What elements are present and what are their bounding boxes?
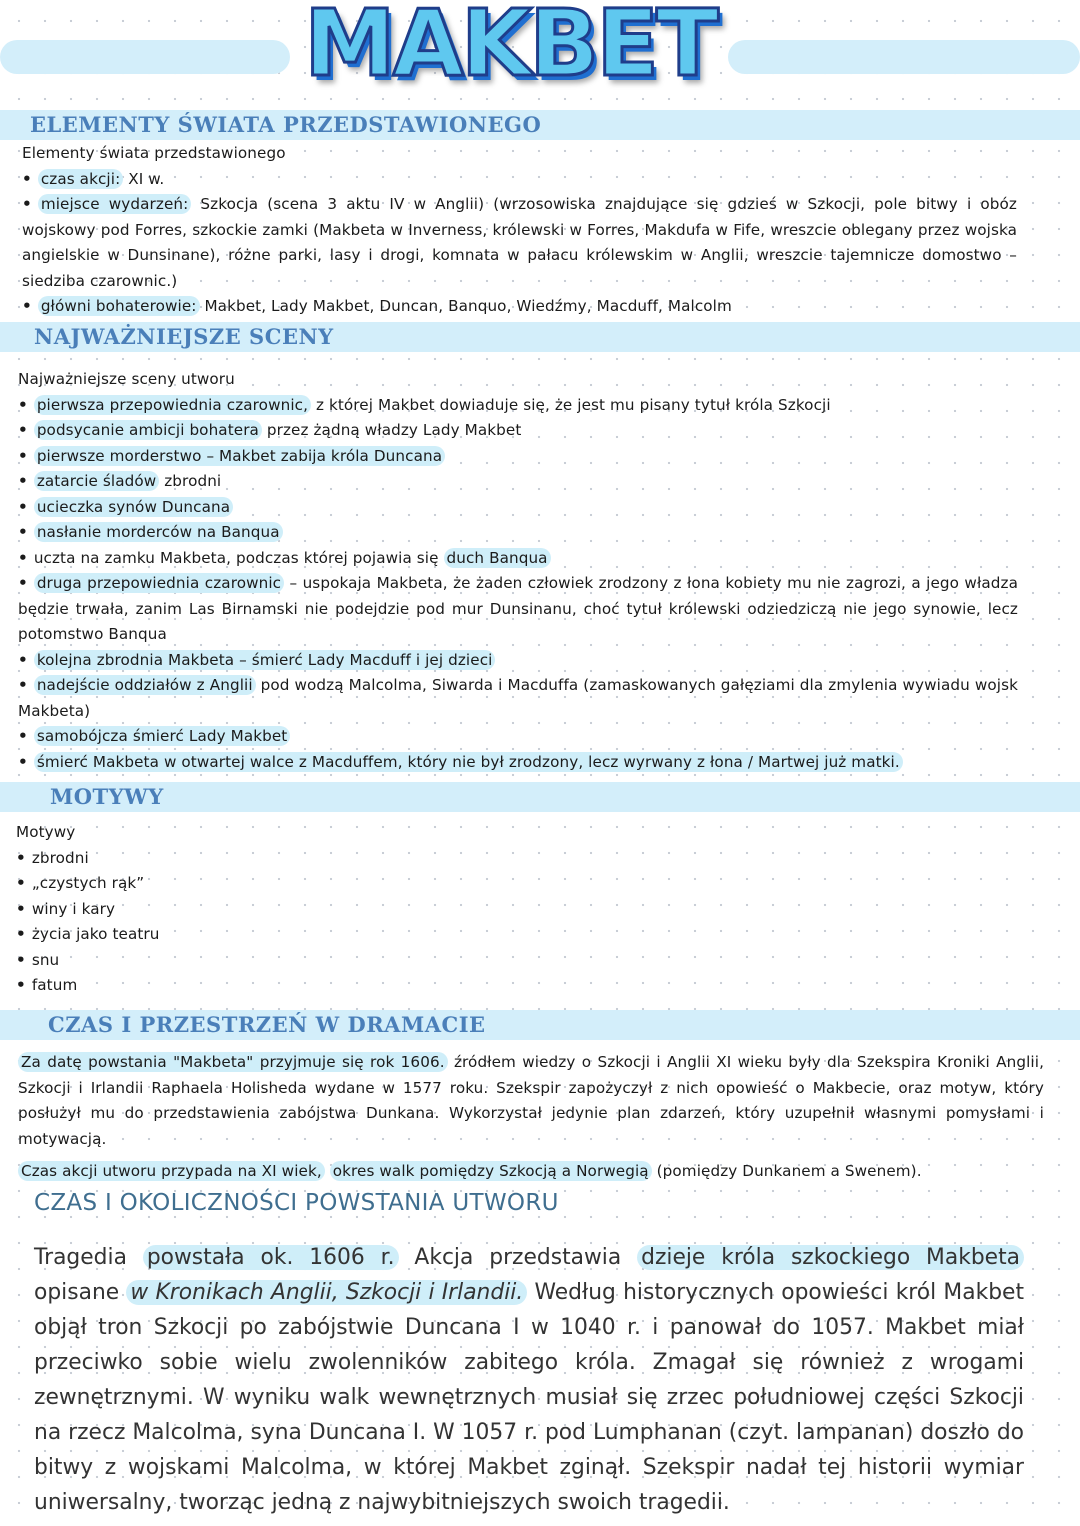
item-highlight: miejsce wydarzeń:: [38, 194, 192, 214]
scene-item: [18, 495, 1018, 521]
item-text: Szkocja (scena 3 aktu IV w Anglii) (wrzosowiska znajdujące się gdzieś w Szkocji, pole bitwy i obóz wojskowy pod Forres, szkockie zamki (Makbeta w Inverness, królewski w Forres, Makdufa w Fife, wreszcie oblegany przez wojska angielskie w Dunsinane), różne parki, lasy i drogi, komnata w pałacu królewskim w Anglii, wreszcie tajemnicze domostwo – siedziba czarownic.): [22, 195, 1017, 290]
section-scenes-content: [18, 367, 1018, 775]
item-text: XI w.: [123, 169, 165, 188]
paragraph-text: źródłem wiedzy o Szkocji i Anglii XI wieku były dla Szekspira Kroniki Anglii, Szkocji i Irlandii Raphaela Holisheda wydane w 1577 roku. Szekspir zapożyczył z nich opowieść o Makbecie, oraz motyw, który posłużył mu do przedstawienia zabójstwa Dunkana. Wykorzystał jedynie plan zdarzeń, który uzupełnił własnymi pomysłami i motywacją.: [18, 1053, 1044, 1148]
section-intro: Elementy świata przedstawionego: [22, 144, 286, 162]
motif-item: • „czystych rąk”: [16, 871, 416, 897]
scene-item: [18, 393, 1018, 419]
paragraph-text: opisane: [34, 1280, 127, 1305]
title-band-left: [0, 40, 290, 74]
section-time-space-content: [18, 1050, 1044, 1185]
paragraph-highlight: dzieje króla szkockiego Makbeta: [637, 1245, 1024, 1270]
item-text: – uspokaja Makbeta, że żaden człowiek zrodzony z łona kobiety mu nie zagrozi, a jego władza będzie trwała, zanim Las Birnamski nie podejdzie pod mur Dunsinanu, choć tytuł królewski odziedziczą nie jego synowie, lecz potomstwo Banqua: [18, 574, 1018, 643]
motif-item: • fatum: [16, 973, 416, 999]
item-highlight: nasłanie morderców na Banqua: [34, 522, 283, 542]
title-band-right: [728, 40, 1080, 74]
motif-item: • winy i kary: [16, 897, 416, 923]
paragraph-text: (pomiędzy Dunkanem a Swenem).: [651, 1162, 922, 1180]
scene-item: [18, 520, 1018, 546]
scene-item: [18, 648, 1018, 674]
section-heading-scenes: NAJWAŻNIEJSZE SCENY: [34, 324, 334, 349]
item-highlight: duch Banqua: [444, 548, 551, 568]
paragraph: [18, 1050, 1044, 1152]
section-heading-elements: ELEMENTY ŚWIATA PRZEDSTAWIONEGO: [30, 112, 542, 137]
item-highlight: podsycanie ambicji bohatera: [34, 420, 262, 440]
item-text: pod wodzą Malcolma, Siwarda i Macduffa (zamaskowanych gałęziami dla zmylenia wywiadu wojsk Makbeta): [18, 676, 1018, 720]
paragraph-highlight: w Kronikach Anglii, Szkocji i Irlandii.: [126, 1280, 527, 1305]
item-highlight: samobójcza śmierć Lady Makbet: [34, 726, 291, 746]
list-item: [22, 294, 1017, 320]
item-text: przez żądną władzy Lady Makbet: [261, 421, 522, 439]
motif-item: • snu: [16, 948, 416, 974]
paragraph-highlight: Za datę powstania "Makbeta" przyjmuje się rok 1606.: [18, 1052, 448, 1072]
item-highlight: nadejście oddziałów z Anglii: [34, 675, 256, 695]
section-intro: Najważniejsze sceny utworu: [18, 370, 235, 388]
section-origins-text: [34, 1240, 1024, 1520]
item-highlight: główni bohaterowie:: [38, 296, 200, 316]
motifs-list: [16, 846, 416, 999]
paragraph-text: Według historycznych opowieści król Makbet objął tron Szkocji po zabójstwie Duncana I w 1040 r. i panował do 1057. Makbet miał przeciwko sobie wielu zwolenników zabitego króla. Zmagał się również z wrogami zewnętrznymi. W wyniku walk wewnętrznych musiał się zrzec południowej części Szkocji na rzecz Malcolma, syna Duncana I. W 1057 r. pod Lumphanan (czyt. lampanan) doszło do bitwy z wojskami Malcolma, w której Makbet zginął. Szekspir nadał tej historii wymiar uniwersalny, tworząc jedną z najwybitniejszych swoich tragedii.: [34, 1280, 1025, 1515]
section-motifs-content: [16, 820, 416, 999]
paragraph-text: Akcja przedstawia: [398, 1245, 638, 1270]
item-text: zbrodni: [159, 472, 222, 490]
motif-item: • życia jako teatru: [16, 922, 416, 948]
paragraph-highlight: okres walk pomiędzy Szkocją a Norwegią: [330, 1161, 652, 1181]
paragraph-text: [325, 1162, 330, 1180]
item-highlight: kolejna zbrodnia Makbeta – śmierć Lady Macduff i jej dzieci: [34, 650, 496, 670]
page-title: MAKBET: [304, 0, 716, 97]
scene-item: [18, 469, 1018, 495]
section-heading-time-space: CZAS I PRZESTRZEŃ W DRAMACIE: [48, 1012, 486, 1037]
motif-item: • zbrodni: [16, 846, 416, 872]
item-highlight: zatarcie śladów: [34, 471, 160, 491]
list-item: [22, 167, 1017, 193]
item-text: Makbet, Lady Makbet, Duncan, Banquo, Wiedźmy, Macduff, Malcolm: [199, 297, 732, 315]
item-highlight: pierwsze morderstwo – Makbet zabija króla Duncana: [34, 446, 445, 466]
item-highlight: ucieczka synów Duncana: [34, 497, 233, 517]
section-elements-content: [22, 141, 1017, 320]
scene-item: [18, 724, 1018, 750]
item-highlight: czas akcji:: [38, 169, 123, 189]
list-item: [22, 192, 1017, 294]
paragraph: [18, 1159, 1044, 1185]
section-intro: Motywy: [16, 823, 76, 841]
scene-item: [18, 546, 1018, 572]
section-heading-origins: CZAS I OKOLICZNOŚCI POWSTANIA UTWORU: [34, 1190, 559, 1216]
item-highlight: śmierć Makbeta w otwartej walce z Macduffem, który nie był zrodzony, lecz wyrwany z łona / Martwej już matki.: [34, 752, 903, 772]
scene-item: [18, 571, 1018, 648]
section-heading-motifs: MOTYWY: [50, 784, 164, 809]
scene-item: [18, 750, 1018, 776]
scene-item: [18, 418, 1018, 444]
item-text: z której Makbet dowiaduje się, że jest mu pisany tytuł króla Szkocji: [311, 395, 831, 414]
item-highlight: druga przepowiednia czarownic: [34, 573, 284, 593]
paragraph-highlight: powstała ok. 1606 r.: [143, 1245, 399, 1270]
title-banner: [0, 0, 1080, 100]
scenes-list: [18, 393, 1018, 776]
scene-item: [18, 444, 1018, 470]
paragraph-highlight: Czas akcji utworu przypada na XI wiek,: [18, 1161, 325, 1181]
scene-item: [18, 673, 1018, 724]
paragraph-text: Tragedia: [34, 1245, 143, 1270]
item-highlight: pierwsza przepowiednia czarownic,: [34, 395, 311, 415]
item-text: uczta na zamku Makbeta, podczas której pojawia się: [33, 548, 444, 567]
